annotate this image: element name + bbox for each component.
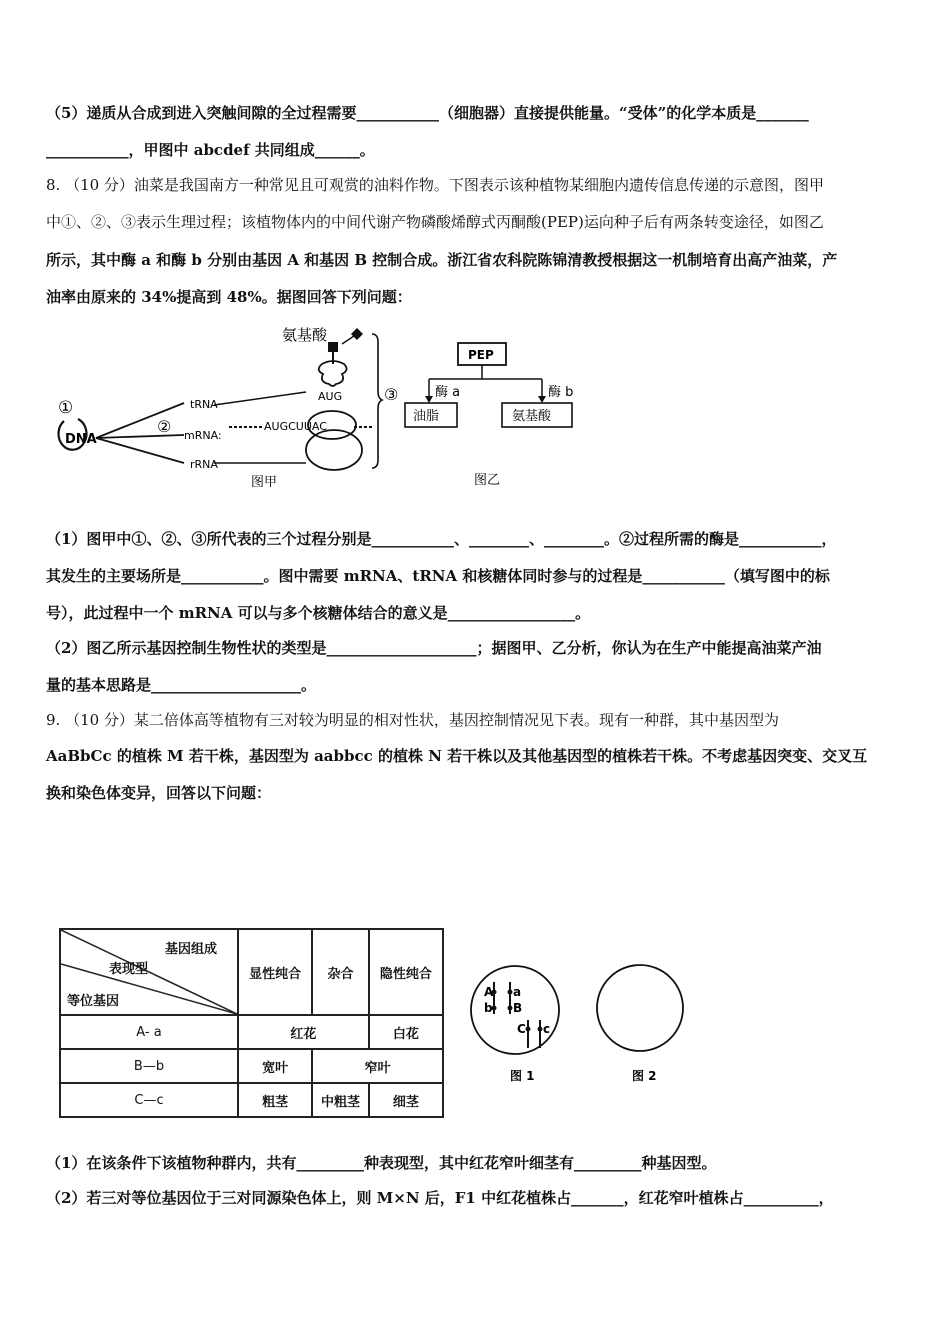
table-cell: 白花 xyxy=(369,1015,443,1049)
table-cell: 宽叶 xyxy=(238,1049,312,1083)
text-line-11: 量的基本思路是____________________。 xyxy=(46,676,317,694)
rrna-label: rRNA xyxy=(190,458,218,471)
amino-acid-box-label: 氨基酸 xyxy=(512,409,552,424)
text-line-3: 8. （10 分）油菜是我国南方一种常见且可观赏的油料作物。下图表示该种植物某细胞内遗传信息传递的示意图，图甲 xyxy=(46,176,824,194)
text-line-4: 中①、②、③表示生理过程；该植物体内的中间代谢产物磷酸烯醇式丙酮酸(PEP)运向种子后有两条转变途径，如图乙 xyxy=(46,213,824,231)
gene-label: B xyxy=(513,1001,523,1015)
text-line-7: （1）图甲中①、②、③所代表的三个过程分别是___________、________、________。②过程所需的酶是___________， xyxy=(46,530,837,548)
text-line-15: （1）在该条件下该植物种群内，共有_________种表现型，其中红花窄叶细茎有_________种基因型。 xyxy=(46,1154,717,1172)
header-phenotype: 表现型 xyxy=(109,962,149,977)
process-3-label: ③ xyxy=(384,385,399,404)
text-line-12: 9. （10 分）某二倍体高等植物有三对较为明显的相对性状，基因控制情况见下表。现有一种群，其中基因型为 xyxy=(46,711,779,729)
table-diagonal-header xyxy=(60,929,238,1015)
gene-label: b xyxy=(484,1001,493,1015)
text-line-14: 换和染色体变异，回答以下问题： xyxy=(46,784,272,802)
gene-label: c xyxy=(543,1022,551,1036)
column-header: 杂合 xyxy=(312,929,368,1015)
gene-label: A xyxy=(484,985,494,999)
mrna-sequence: AUGCUUAC xyxy=(264,420,327,433)
oil-label: 油脂 xyxy=(413,409,440,424)
figure-jia-caption: 图甲 xyxy=(251,475,278,490)
column-header: 隐性纯合 xyxy=(369,929,443,1015)
text-line-9: 号），此过程中一个 mRNA 可以与多个核糖体结合的意义是_________________。 xyxy=(46,604,591,622)
dna-label: DNA xyxy=(65,432,97,447)
enzyme-a-label: 酶 a xyxy=(435,385,461,400)
bracket xyxy=(372,334,382,468)
allele-cell: B—b xyxy=(60,1049,238,1083)
text-line-6: 油率由原来的 34%提高到 48%。据图回答下列问题： xyxy=(46,288,412,306)
text-line-5: 所示，其中酶 a 和酶 b 分别由基因 A 和基因 B 控制合成。浙江省农科院陈锦清教授根据这一机制培育出高产油菜，产 xyxy=(46,251,838,269)
trna-top-label: tRNA xyxy=(190,398,218,411)
header-allele: 等位基因 xyxy=(67,994,120,1009)
cell-2-circle xyxy=(597,965,683,1051)
process-1-label: ① xyxy=(58,398,74,418)
table-cell: 中粗茎 xyxy=(312,1083,368,1117)
text-line-2: ___________，甲图中 abcdef 共同组成______。 xyxy=(46,141,375,159)
header-gene-composition: 基因组成 xyxy=(165,942,218,957)
ribosome-large xyxy=(306,430,362,470)
figure-yi-caption: 图乙 xyxy=(474,473,501,488)
enzyme-b-label: 酶 b xyxy=(548,385,574,400)
allele-cell: C—c xyxy=(60,1083,238,1117)
table-row xyxy=(60,1083,443,1117)
text-line-8: 其发生的主要场所是___________。图中需要 mRNA、tRNA 和核糖体同时参与的过程是___________（填写图中的标 xyxy=(46,567,830,585)
text-line-13: AaBbCc 的植株 M 若干株，基因型为 aabbcc 的植株 N 若干株以及其他基因型的植株若干株。不考虑基因突变、交叉互 xyxy=(46,747,868,765)
text-line-10: （2）图乙所示基因控制生物性状的类型是____________________；据图甲、乙分析，你认为在生产中能提高油菜产油 xyxy=(46,639,822,657)
process-2-label: ② xyxy=(157,417,172,436)
figure-yi xyxy=(400,338,585,493)
pep-label: PEP xyxy=(468,348,494,362)
text-line-1: （5）递质从合成到进入突触间隙的全过程需要___________（细胞器）直接提供能量。“受体”的化学本质是_______ xyxy=(46,104,809,122)
amino-acid-label: 氨基酸 xyxy=(282,326,328,344)
trna-clover-shape xyxy=(319,361,347,386)
amino-acid-square xyxy=(328,342,338,352)
table-cell: 窄叶 xyxy=(312,1049,443,1083)
table-row xyxy=(60,1015,443,1049)
figure-cells xyxy=(470,950,690,1090)
aug-label: AUG xyxy=(318,390,343,403)
cell-1-caption: 图 1 xyxy=(510,1069,535,1083)
gene-table xyxy=(59,928,444,1118)
text-line-16: （2）若三对等位基因位于三对同源染色体上，则 M×N 后，F1 中红花植株占_______，红花窄叶植株占__________， xyxy=(46,1189,834,1207)
table-cell: 红花 xyxy=(238,1015,369,1049)
gene-label: C xyxy=(517,1022,526,1036)
table-cell: 粗茎 xyxy=(238,1083,312,1117)
table-cell: 细茎 xyxy=(369,1083,443,1117)
allele-cell: A- a xyxy=(60,1015,238,1049)
gene-label: a xyxy=(513,985,522,999)
table-row xyxy=(60,1049,443,1083)
cell-2-caption: 图 2 xyxy=(632,1069,657,1083)
figure-jia xyxy=(44,320,384,495)
mrna-label: mRNA: xyxy=(184,429,222,442)
column-header: 显性纯合 xyxy=(238,929,312,1015)
amino-acid-diamond xyxy=(351,328,363,340)
